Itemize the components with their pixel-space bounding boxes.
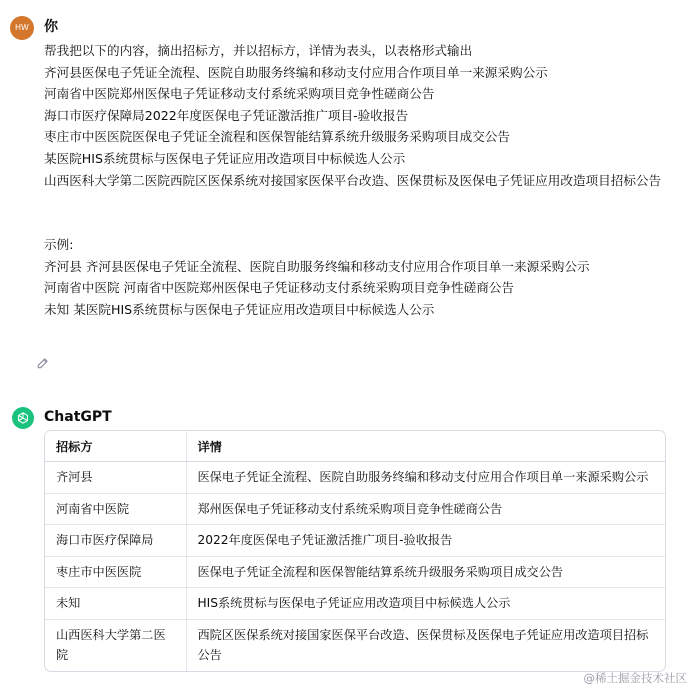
user-line: 某医院HIS系统贯标与医保电子凭证应用改造项目中标候选人公示 bbox=[44, 150, 406, 166]
result-table-grid bbox=[45, 431, 665, 671]
table-cell-detail: HIS系统贯标与医保电子凭证应用改造项目中标候选人公示 bbox=[186, 588, 665, 620]
user-message-text bbox=[44, 40, 676, 321]
table-row bbox=[45, 588, 665, 620]
table-cell-detail: 西院区医保系统对接国家医保平台改造、医保贯标及医保电子凭证应用改造项目招标公告 bbox=[186, 619, 665, 671]
example-label: 示例: bbox=[44, 237, 74, 253]
user-avatar: HW bbox=[10, 16, 34, 40]
table-cell-detail: 医保电子凭证全流程和医保智能结算系统升级服务采购项目成交公告 bbox=[186, 556, 665, 588]
table-cell-bidder: 枣庄市中医医院 bbox=[45, 556, 186, 588]
watermark: @稀土掘金技术社区 bbox=[583, 671, 687, 685]
edit-pencil-icon[interactable] bbox=[36, 356, 50, 370]
chatgpt-avatar bbox=[12, 407, 34, 429]
user-line: 山西医科大学第二医院西院区医保系统对接国家医保平台改造、医保贯标及医保电子凭证应用改造项目招标公告 bbox=[44, 172, 662, 188]
table-cell-detail: 郑州医保电子凭证移动支付系统采购项目竞争性磋商公告 bbox=[186, 493, 665, 525]
table-row bbox=[45, 556, 665, 588]
result-table bbox=[44, 430, 666, 672]
table-row bbox=[45, 525, 665, 557]
table-header-cell: 详情 bbox=[186, 431, 665, 462]
table-cell-bidder: 山西医科大学第二医院 bbox=[56, 627, 166, 662]
table-cell-detail: 医保电子凭证全流程、医院自助服务终编和移动支付应用合作项目单一来源采购公示 bbox=[186, 462, 665, 494]
table-cell-bidder: 海口市医疗保障局 bbox=[45, 525, 186, 557]
table-header-cell: 招标方 bbox=[45, 431, 186, 462]
openai-logo-icon bbox=[16, 411, 30, 425]
blank-gap bbox=[44, 191, 676, 234]
example-line: 齐河县 齐河县医保电子凭证全流程、医院自助服务终编和移动支付应用合作项目单一来源采购公示 bbox=[44, 258, 590, 274]
table-cell-bidder: 齐河县 bbox=[45, 462, 186, 494]
user-line: 海口市医疗保障局2022年度医保电子凭证激活推广项目-验收报告 bbox=[44, 107, 409, 123]
user-line: 帮我把以下的内容，摘出招标方，并以招标方，详情为表头，以表格形式输出 bbox=[44, 43, 473, 58]
assistant-name: ChatGPT bbox=[44, 409, 112, 425]
table-row bbox=[45, 462, 665, 494]
table-cell-detail: 2022年度医保电子凭证激活推广项目-验收报告 bbox=[186, 525, 665, 557]
table-header-row bbox=[45, 431, 665, 462]
user-line: 齐河县医保电子凭证全流程、医院自助服务终编和移动支付应用合作项目单一来源采购公示 bbox=[44, 64, 548, 80]
table-row bbox=[45, 619, 665, 671]
table-row bbox=[45, 493, 665, 525]
user-name: 你 bbox=[44, 19, 58, 35]
user-line: 枣庄市中医医院医保电子凭证全流程和医保智能结算系统升级服务采购项目成交公告 bbox=[44, 129, 510, 145]
example-line: 未知 某医院HIS系统贯标与医保电子凭证应用改造项目中标候选人公示 bbox=[44, 301, 435, 317]
user-line: 河南省中医院郑州医保电子凭证移动支付系统采购项目竞争性磋商公告 bbox=[44, 86, 435, 102]
table-cell-bidder: 未知 bbox=[45, 588, 186, 620]
example-line: 河南省中医院 河南省中医院郑州医保电子凭证移动支付系统采购项目竞争性磋商公告 bbox=[44, 280, 514, 296]
table-cell-bidder: 河南省中医院 bbox=[45, 493, 186, 525]
